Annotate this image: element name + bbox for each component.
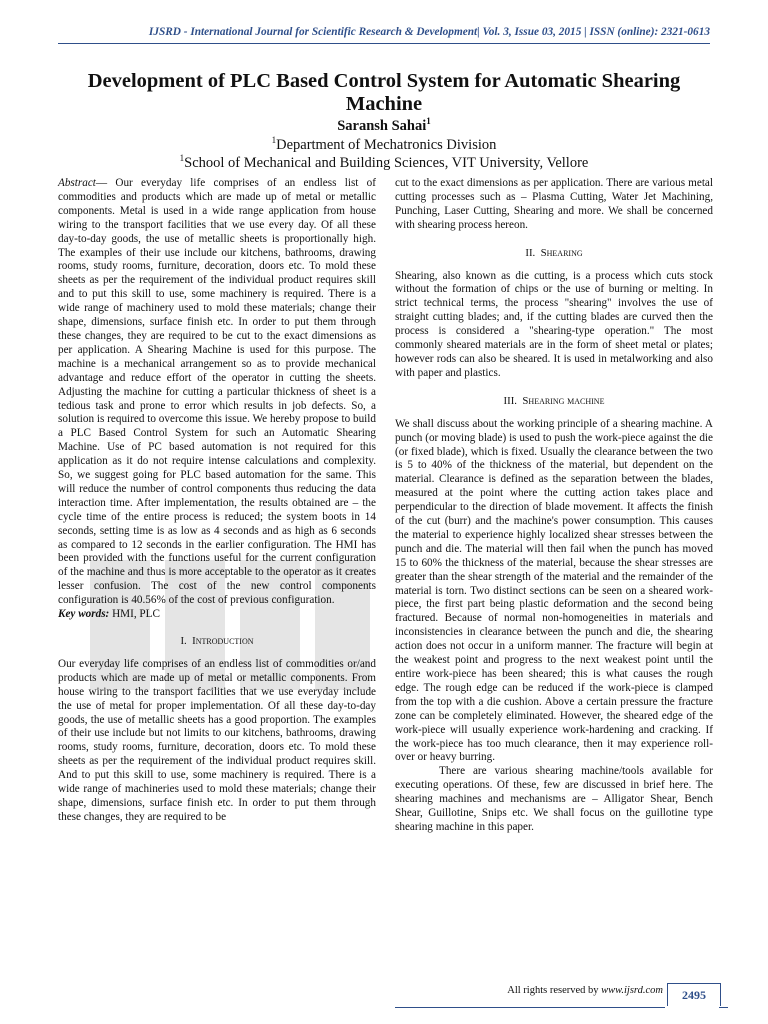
right-column xyxy=(395,177,713,835)
left-column xyxy=(58,177,376,825)
footer-rule-right xyxy=(719,1007,728,1008)
section-title: Shearing xyxy=(540,246,583,259)
affiliation-1-sup: 1 xyxy=(271,135,277,145)
keywords xyxy=(58,608,376,622)
author-name-text: Saransh Sahai xyxy=(337,118,427,134)
page-number: 2495 xyxy=(667,983,721,1006)
section-title: Shearing machine xyxy=(522,394,605,407)
running-header: IJSRD - International Journal for Scientific Research & Development| Vol. 3, Issue 03, 2015 | ISSN (online): 2321-0613 xyxy=(148,26,710,38)
section-numeral: III. xyxy=(503,394,518,407)
affiliation-2-text: School of Mechanical and Building Sciences, VIT University, Vellore xyxy=(184,155,589,171)
introduction-paragraph-part2: cut to the exact dimensions as per application. There are various metal cutting processes such as – Plasma Cutting, Water Jet Machining, Punching, Laser Cutting, Shearing and more. We shall be concerned with shearing process hereon. xyxy=(395,177,713,231)
keywords-text: HMI, PLC xyxy=(109,608,160,621)
abstract-label: Abstract xyxy=(58,177,96,189)
keywords-label: Key words: xyxy=(58,608,110,621)
header-rule xyxy=(58,43,710,44)
shearing-machine-paragraph-2: There are various shearing machine/tools available for executing operations. Of these, few are discussed in brief here. The shearing machines and mechanisms are – Alligator Shear, Bench Shear, Guillotine, Snips etc. We shall focus on the guillotine type shearing machine in this paper. xyxy=(395,765,713,833)
footer-rights xyxy=(395,985,663,996)
abstract-dash: — xyxy=(95,177,108,189)
footer-rights-text: All rights reserved by xyxy=(507,985,602,996)
footer-rule-left xyxy=(395,1007,665,1008)
abstract xyxy=(58,177,376,608)
affiliation-1-text: Department of Mechatronics Division xyxy=(276,137,497,153)
introduction-paragraph-part1: Our everyday life comprises of an endless list of commodities or/and products which are made up of metal or metallic components. From house wiring to the transport facilities that we use everyday include the use of metal for proper implementation. Of all these day-to-day goods, the use of metallic sheets has a good proportion. The examples of their use include but not limits to our kitchens, bathrooms, drawing rooms, study rooms, furniture, decoration, doors etc. To mold these sheets as per the requirement of the individual product requires skill. And to put this skill to use, some machinery is required. There is a wide range of machineries used to mold these materials; change their shape, dimensions, surface finish etc. In order to put them through these changes, they are required to be xyxy=(58,657,376,823)
shearing-paragraph: Shearing, also known as die cutting, is a process which cuts stock without the formation of chips or the use of burning or melting. In strict technical terms, the process "shearing" involves the use of straight cutting blades; and, if the cutting blades are curved then the process is considered a "shearing-type operation." The most commonly sheared materials are in the form of sheet metal or plates; however rods can also be sheared. It is used in metalworking and also with paper and plastics. xyxy=(395,269,713,379)
section-numeral: I. xyxy=(180,635,187,647)
section-heading-shearing-machine xyxy=(395,395,713,409)
affiliation-2-sup: 1 xyxy=(179,153,185,163)
abstract-text: Our everyday life comprises of an endless list of commodities and products which are made up of metal or metallic components. Metal is used in a wide range application from house wiring to the transport facilities that we use every day. Of all these day-to-day goods, the use of metallic sheets is proportionally high. The examples of their use include our kitchens, bathrooms, drawing rooms, study rooms, furniture, decoration, doors etc. To mold these sheets as per the requirement of the individual product requires skill and to put this skill to use, some machinery is required. There is a wide range of machinery used to mold these materials; change their shape, dimensions, surface finish etc. In order to put them through these changes, they are required to be cut to the exact dimensions as per application. A Shearing Machine is used for this purpose. The machine is a mechanical arrangement so as to provide mechanical advantage and reduce effort of the operator in cutting the sheets. Adjusting the machine for cutting a particular thickness of sheet is a tedious task and prone to error which results in job defects. So, a solution is required to overcome this issue. We hereby propose to build a PLC Based Control System for such an Automatic Shearing Machine. Use of PC based automation is not required for this application as it do not require intense calculations and complexity. So, we suggest going for PLC based automation for the same. This will reduce the number of control components thus reducing the data interaction time. After implementation, the results obtained are – the cycle time of the entire process is reduced; the system boots in 14 seconds, setting time is as low as 4 seconds and as high as 6 seconds as compared to 12 seconds in the earlier configuration. The HMI has been provided with the functions useful for the current configuration of the machine and thus is more acceptable to the operator as it creates lesser confusion. The cost of the new control components configuration is 40.56% of the cost of previous configuration. xyxy=(58,177,376,607)
footer-site-link[interactable]: www.ijsrd.com xyxy=(601,985,663,996)
shearing-machine-paragraph-1: We shall discuss about the working principle of a shearing machine. A punch (or moving blade) is used to push the work-piece against the die (or fixed blade), which is fixed. Usually the clearance between the two is 5 to 40% of the thickness of the material, but dependent on the material. Clearance is defined as the separation between the blades, measured at the point where the cutting action takes place and perpendicular to the direction of blade movement. It affects the finish of the cut (burr) and the machine's power consumption. This causes the material to experience highly localized shear stresses between the punch and die. The material will then fail when the punch has moved 15 to 60% the thickness of the material, because the shear stresses are greater than the shear strength of the material and the remainder of the material is torn. Two distinct sections can be seen on a sheared work-piece, the first part being plastic deformation and the second being fractured. Because of normal non-homogeneities in materials and inconsistencies in clearance between the punch and die, the shearing action does not occur in a uniform manner. The fracture will begin at the weakest point and progress to the next weakest point until the entire work-piece has been sheared; this is what causes the rough edge. The rough edge can be reduced if the work-piece is clamped from the top with a die cushion. Above a certain pressure the fracture zone can be completely eliminated. However, the sheared edge of the work-piece will usually experience work-hardening and cracking. If the work-piece has too much clearance, then it may experience roll-over or heavy burring. xyxy=(395,417,713,764)
affiliation-1 xyxy=(40,137,728,154)
section-title: Introduction xyxy=(192,635,254,647)
author-name xyxy=(60,118,708,135)
author-sup: 1 xyxy=(426,116,431,126)
section-heading-shearing xyxy=(395,247,713,261)
section-numeral: II. xyxy=(525,246,536,259)
section-heading-introduction xyxy=(58,635,376,649)
paper-title: Development of PLC Based Control System for Automatic Shearing Machine xyxy=(87,70,681,115)
affiliation-2 xyxy=(40,155,728,172)
